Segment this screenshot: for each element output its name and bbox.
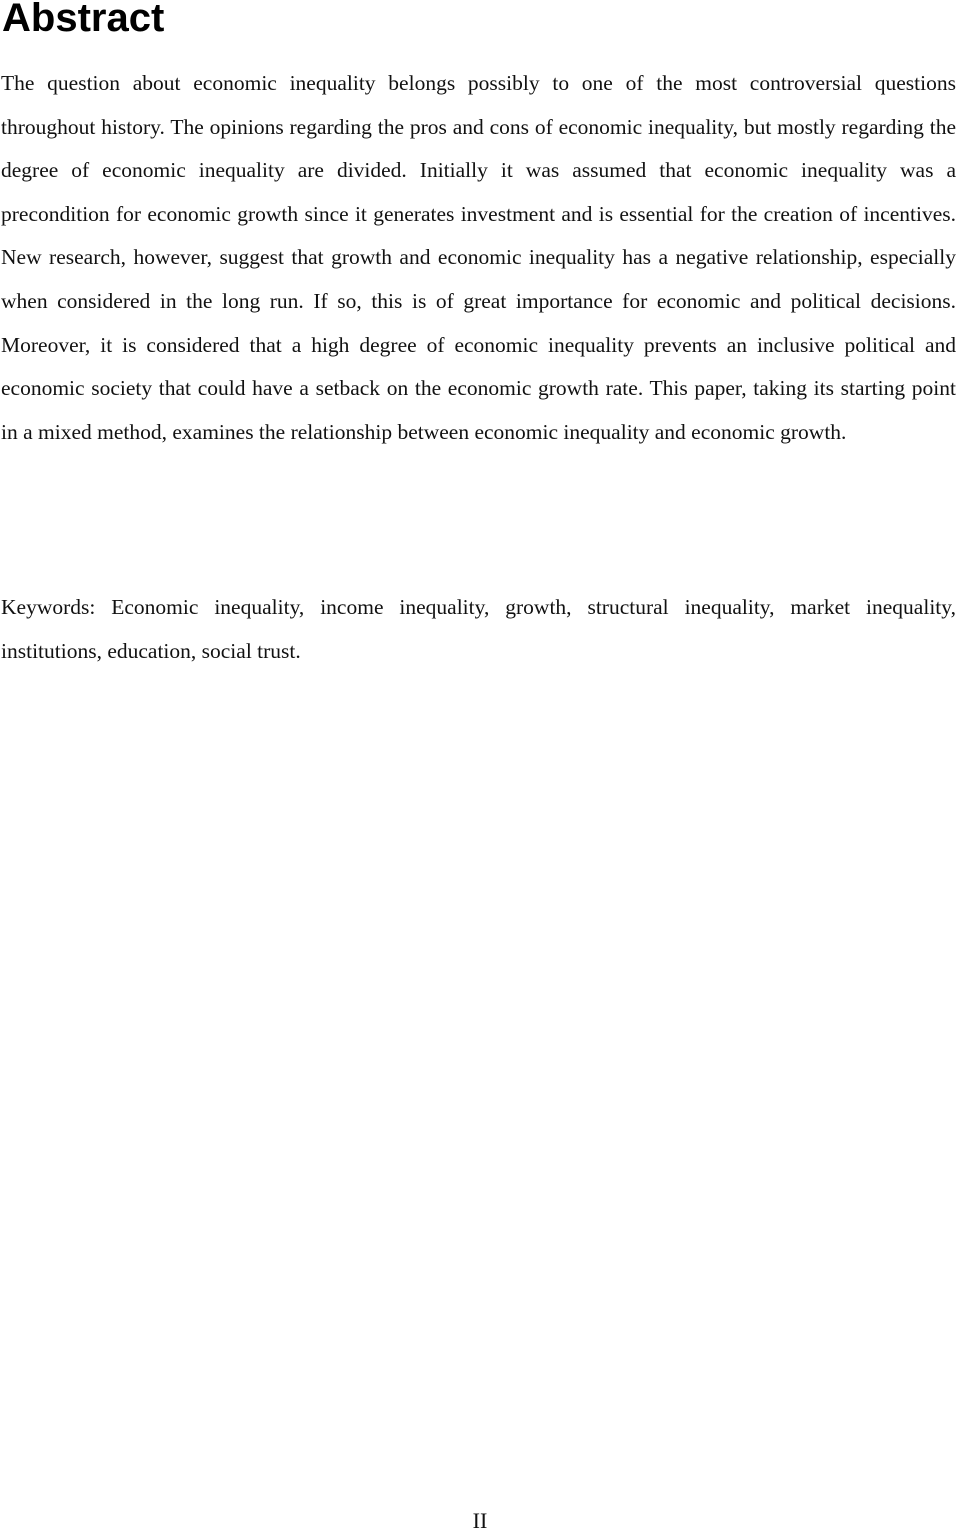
page-number: II <box>472 1508 488 1533</box>
keywords-paragraph: Keywords: Economic inequality, income inequality, growth, structural inequality, market inequality, institutions, education, social trust. <box>1 595 956 663</box>
abstract-heading: Abstract <box>2 0 165 40</box>
abstract-paragraph: The question about economic inequality belongs possibly to one of the most controversial questions throughout history. The opinions regarding the pros and cons of economic inequality, but mostly regarding the degree of economic inequality are divided. Initially it was assumed that economic inequality was a precondition for economic growth since it generates investment and is essential for the creation of incentives. New research, however, suggest that growth and economic inequality has a negative relationship, especially when considered in the long run. If so, this is of great importance for economic and political decisions. Moreover, it is considered that a high degree of economic inequality prevents an inclusive political and economic society that could have a setback on the economic growth rate. This paper, taking its starting point in a mixed method, examines the relationship between economic inequality and economic growth. <box>1 71 956 444</box>
